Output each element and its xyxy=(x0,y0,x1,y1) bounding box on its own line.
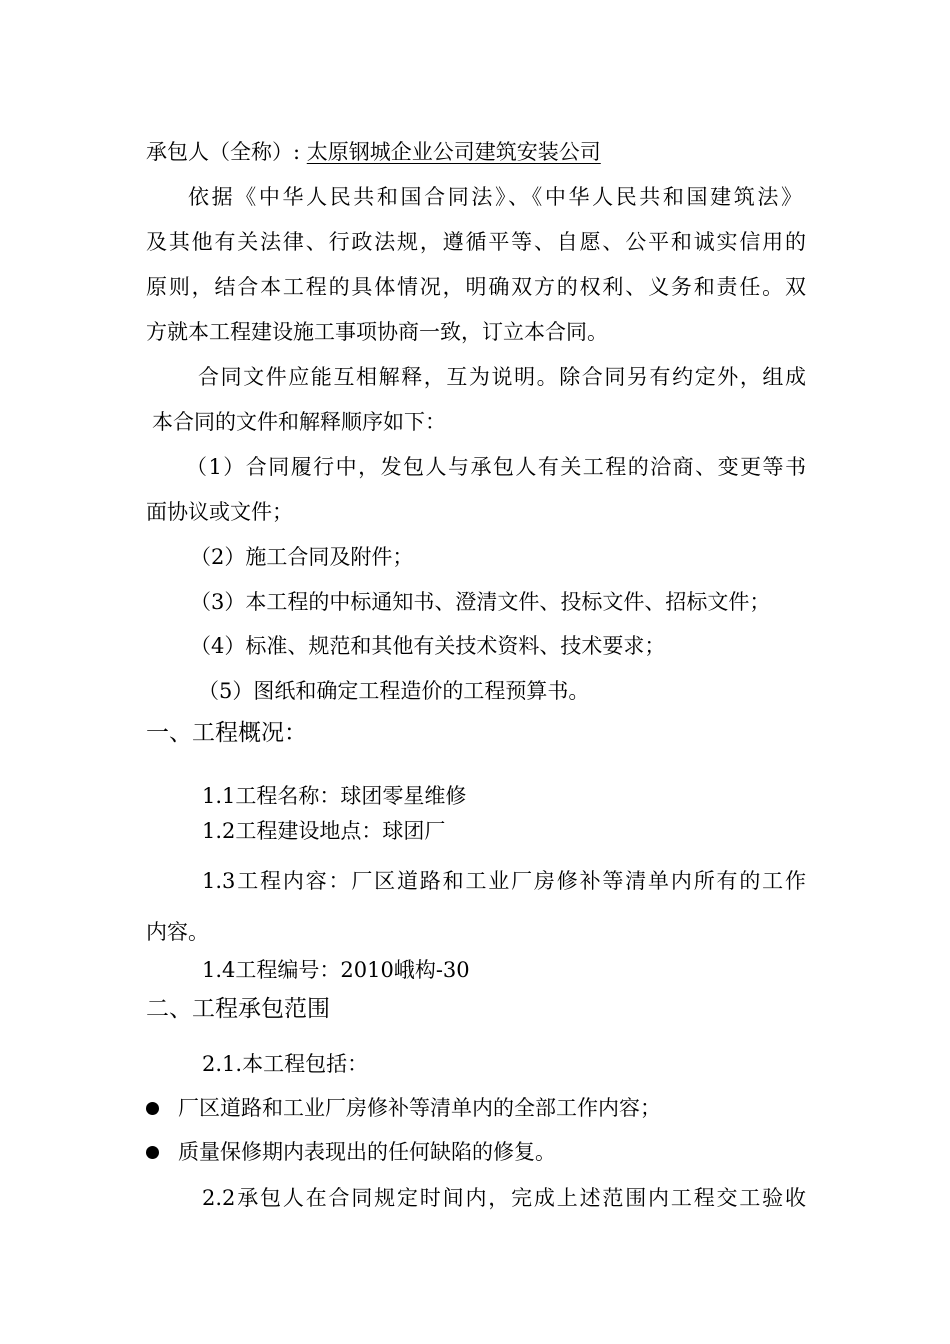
docs-line-1: 合同文件应能互相解释，互为说明。除合同另有约定外，组成 xyxy=(198,365,806,389)
scope-bullet-2: 质量保修期内表现出的任何缺陷的修复。 xyxy=(178,1140,556,1164)
intro-line-1: 依据《中华人民共和国合同法》、《中华人民共和国建筑法》 xyxy=(188,185,802,209)
scope-subheading: 2.1.本工程包括： xyxy=(202,1052,369,1076)
contractor-label: 承包人（全称）: xyxy=(146,140,301,164)
contractor-line xyxy=(146,137,601,167)
docs-item-3: （3）本工程的中标通知书、澄清文件、投标文件、招标文件； xyxy=(190,590,771,614)
docs-line-2: 本合同的文件和解释顺序如下： xyxy=(152,410,446,434)
contractor-name: 太原钢城企业公司建筑安装公司 xyxy=(306,140,601,164)
project-number: 1.4工程编号：2010峨构-30 xyxy=(202,958,470,982)
intro-line-2: 及其他有关法律、行政法规，遵循平等、自愿、公平和诚实信用的 xyxy=(146,230,806,254)
project-content: 1.3工程内容：厂区道路和工业厂房修补等清单内所有的工作 xyxy=(202,869,806,893)
docs-item-2: （2）施工合同及附件； xyxy=(190,545,414,569)
bullet-icon xyxy=(146,1146,159,1159)
docs-item-4: （4）标准、规范和其他有关技术资料、技术要求； xyxy=(190,634,666,658)
docs-item-1: （1）合同履行中，发包人与承包人有关工程的洽商、变更等书 xyxy=(186,455,806,479)
project-location: 1.2工程建设地点：球团厂 xyxy=(202,819,446,843)
project-name: 1.1工程名称：球团零星维修 xyxy=(202,784,467,808)
intro-line-3: 原则，结合本工程的具体情况，明确双方的权利、义务和责任。双 xyxy=(146,275,806,299)
docs-item-1-cont: 面协议或文件； xyxy=(146,500,293,524)
project-content-cont: 内容。 xyxy=(146,920,209,944)
scope-bullet-1: 厂区道路和工业厂房修补等清单内的全部工作内容； xyxy=(178,1096,661,1120)
intro-line-4: 方就本工程建设施工事项协商一致，订立本合同。 xyxy=(146,320,608,344)
section-1-title: 一、工程概况： xyxy=(146,720,307,746)
section-2-title: 二、工程承包范围 xyxy=(146,996,330,1022)
scope-2-2: 2.2承包人在合同规定时间内，完成上述范围内工程交工验收 xyxy=(202,1186,806,1210)
bullet-icon xyxy=(146,1102,159,1115)
docs-item-5: （5）图纸和确定工程造价的工程预算书。 xyxy=(198,679,590,703)
